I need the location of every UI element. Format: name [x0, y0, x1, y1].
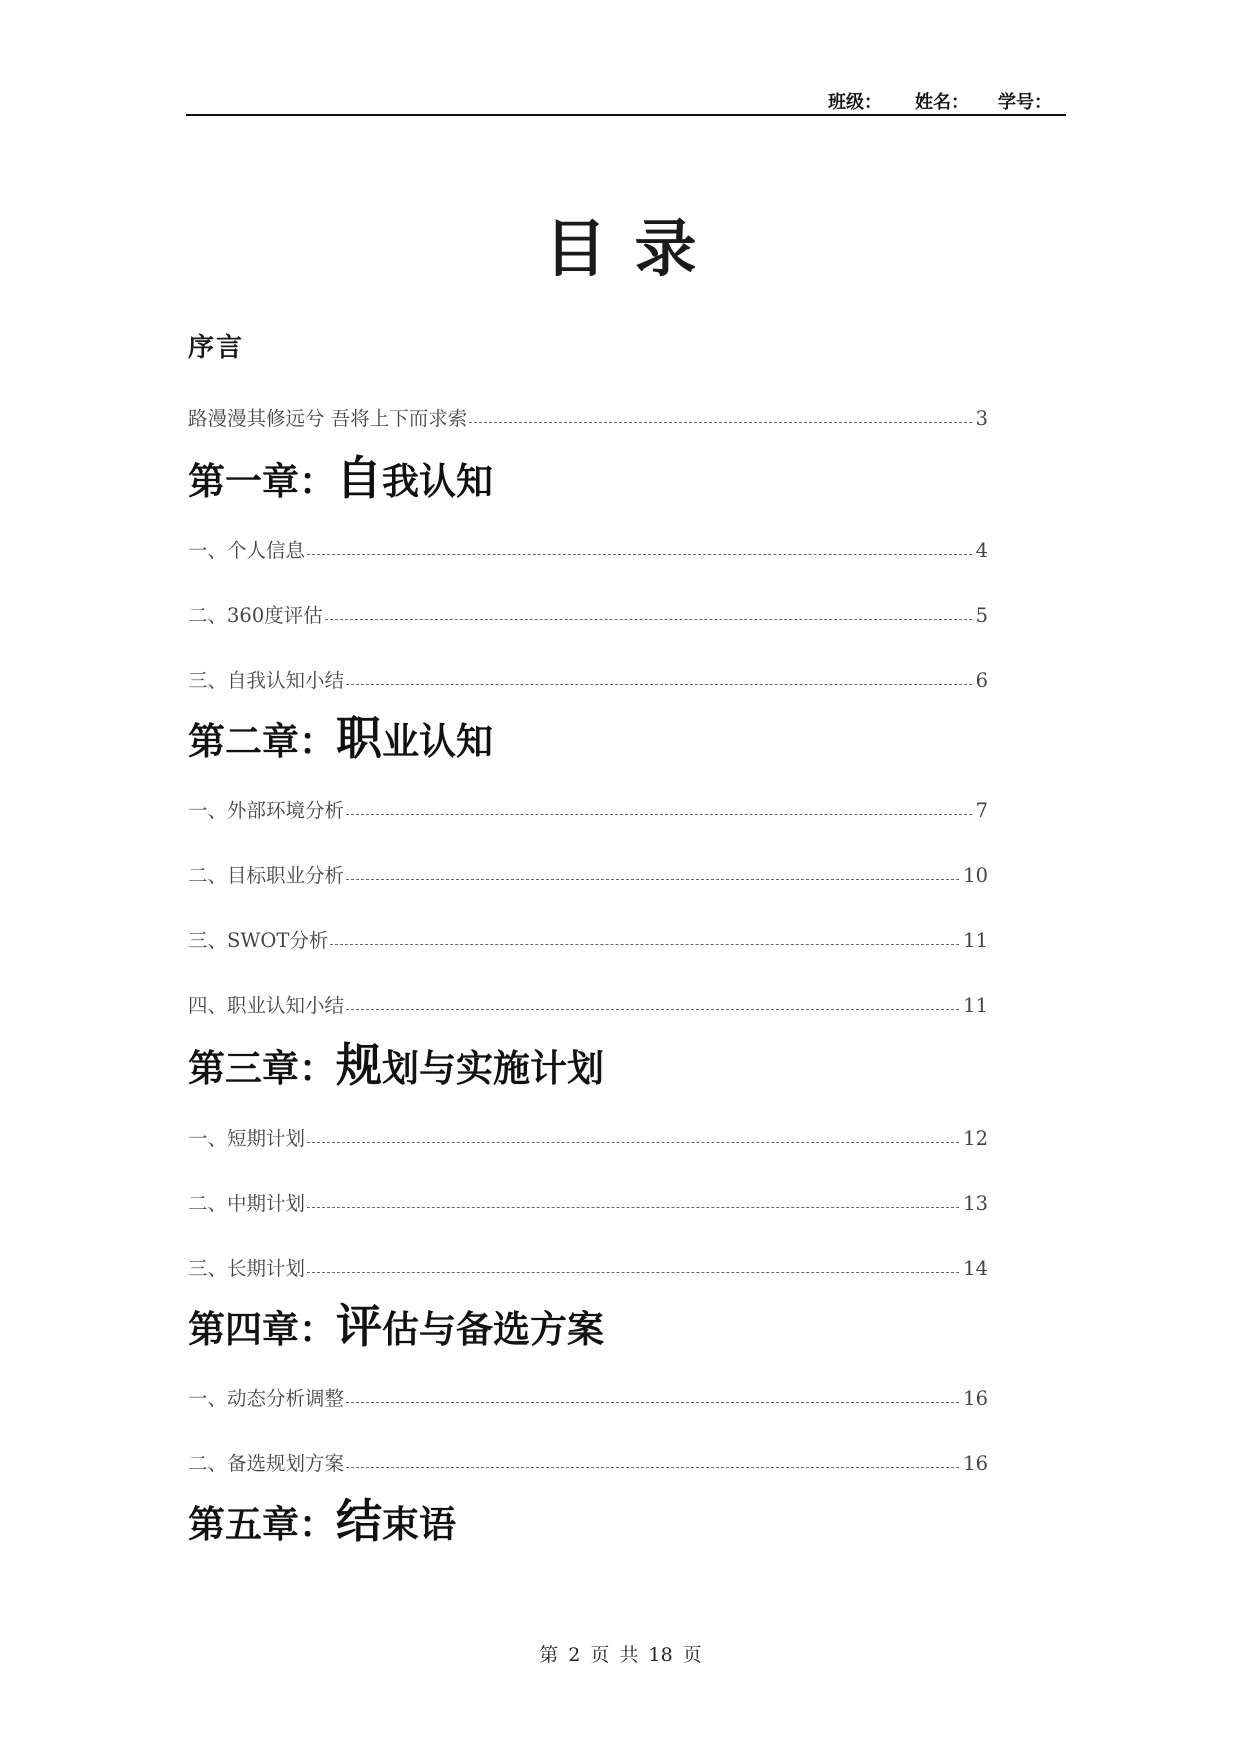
toc-entry[interactable]: [188, 398, 990, 428]
toc-entry-label: 二、360度评估: [188, 603, 323, 627]
chapter-number: 第二章：: [188, 719, 336, 763]
toc-entry-page: 12: [963, 1126, 988, 1150]
toc-entry-label: 一、个人信息: [188, 538, 306, 562]
chapter-title: 划与实施计划: [382, 1046, 604, 1090]
header-rule: [186, 114, 1066, 116]
toc-entry[interactable]: [188, 1248, 990, 1278]
toc-entry-page: 7: [975, 798, 988, 822]
dot-leader: [307, 554, 972, 555]
toc-entry-page: 5: [975, 603, 988, 627]
dot-leader: [469, 422, 971, 423]
toc-entry-label: 四、职业认知小结: [188, 993, 345, 1017]
chapter-number: 第四章：: [188, 1307, 336, 1351]
toc-entry-label: 路漫漫其修远兮 吾将上下而求索: [188, 406, 468, 430]
toc-entry-page: 11: [963, 993, 988, 1017]
toc-entry-label: 三、SWOT分析: [188, 928, 329, 952]
toc-entry-label: 二、备选规划方案: [188, 1451, 345, 1475]
chapter-first-char: 结: [336, 1494, 382, 1548]
dot-leader: [346, 814, 972, 815]
toc-entry-label: 三、自我认知小结: [188, 668, 345, 692]
toc-entry[interactable]: [188, 790, 990, 820]
dot-leader: [346, 879, 959, 880]
dot-leader: [346, 1402, 959, 1403]
toc-entry-page: 14: [963, 1256, 988, 1280]
toc-entry-page: 11: [963, 928, 988, 952]
toc-entry[interactable]: [188, 855, 990, 885]
dot-leader: [307, 1142, 959, 1143]
chapter-first-char: 职: [336, 711, 382, 765]
chapter-heading[interactable]: [188, 711, 493, 765]
dot-leader: [346, 1009, 959, 1010]
dot-leader: [307, 1207, 959, 1208]
chapter-first-char: 规: [336, 1038, 382, 1092]
page-header: [187, 86, 1065, 114]
toc-entry-page: 13: [963, 1191, 988, 1215]
toc-entry-label: 三、长期计划: [188, 1256, 306, 1280]
toc-entry-label: 一、短期计划: [188, 1126, 306, 1150]
chapter-number: 第一章：: [188, 459, 336, 503]
toc-entry[interactable]: [188, 595, 990, 625]
name-label: 姓名：: [915, 92, 969, 113]
chapter-title: 业认知: [382, 719, 493, 763]
page-footer: 第 2 页 共 18 页: [539, 1644, 702, 1666]
student-id-label: 学号：: [998, 92, 1052, 113]
chapter-number: 第五章：: [188, 1502, 336, 1546]
chapter-first-char: 自: [336, 451, 382, 505]
dot-leader: [346, 1467, 959, 1468]
toc-entry-page: 3: [975, 406, 988, 430]
toc-entry-page: 16: [963, 1386, 988, 1410]
toc-entry[interactable]: [188, 1378, 990, 1408]
toc-entry[interactable]: [188, 985, 990, 1015]
chapter-title: 估与备选方案: [382, 1307, 604, 1351]
toc-entry[interactable]: [188, 920, 990, 950]
chapter-heading[interactable]: [188, 451, 493, 505]
dot-leader: [330, 944, 959, 945]
toc-entry-label: 一、外部环境分析: [188, 798, 345, 822]
toc-entry[interactable]: [188, 1443, 990, 1473]
toc-entry-page: 16: [963, 1451, 988, 1475]
chapter-title: 束语: [382, 1502, 456, 1546]
toc-entry-label: 二、中期计划: [188, 1191, 306, 1215]
chapter-title: 我认知: [382, 459, 493, 503]
toc-entry-page: 4: [975, 538, 988, 562]
toc-title: 目录: [544, 212, 725, 285]
chapter-heading[interactable]: [188, 1299, 604, 1353]
class-label: 班级：: [828, 92, 882, 113]
toc-entry[interactable]: [188, 660, 990, 690]
chapter-first-char: 评: [336, 1299, 382, 1353]
toc-entry[interactable]: [188, 1118, 990, 1148]
dot-leader: [307, 1272, 959, 1273]
toc-entry-page: 6: [975, 668, 988, 692]
chapter-number: 第三章：: [188, 1046, 336, 1090]
toc-entry-label: 二、目标职业分析: [188, 863, 345, 887]
dot-leader: [346, 684, 972, 685]
chapter-heading[interactable]: [188, 1494, 456, 1548]
toc-entry-label: 一、动态分析调整: [188, 1386, 345, 1410]
preface-heading: 序言: [188, 333, 245, 363]
dot-leader: [325, 619, 972, 620]
toc-entry-page: 10: [963, 863, 988, 887]
chapter-heading[interactable]: [188, 1038, 604, 1092]
toc-entry[interactable]: [188, 530, 990, 560]
toc-entry[interactable]: [188, 1183, 990, 1213]
